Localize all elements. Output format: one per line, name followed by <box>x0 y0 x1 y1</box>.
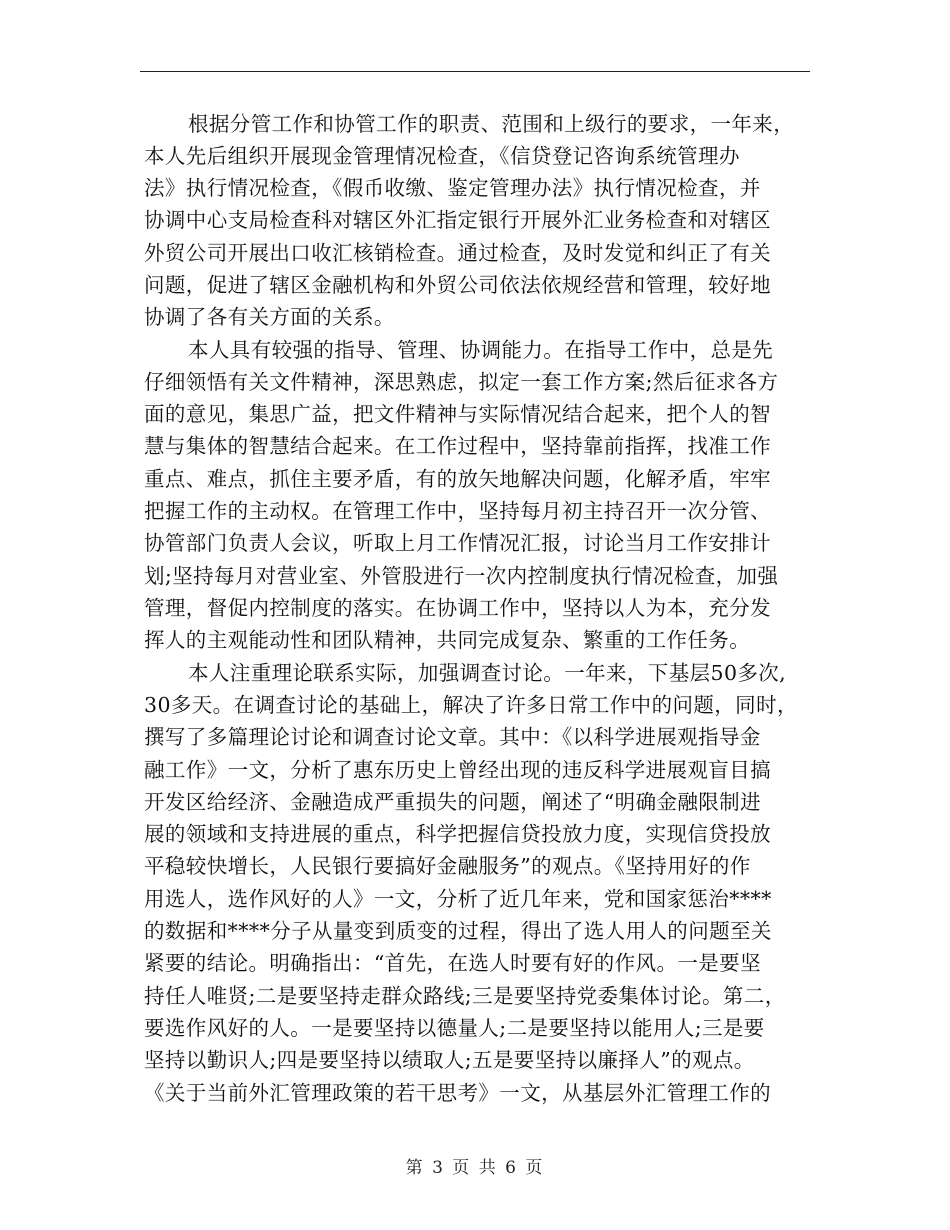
text-line: 本人注重理论联系实际，加强调查讨论。一年来，下基层50多次, <box>188 661 787 685</box>
text-line: 持任人唯贤;二是要坚持走群众路线;三是要坚持党委集体讨论。第二， <box>144 984 786 1008</box>
text-line: 协管部门负责人会议，听取上月工作情况汇报，讨论当月工作安排计 <box>144 531 771 555</box>
text-line: 融工作》一文，分析了惠东历史上曾经出现的违反科学进展观盲目搞 <box>144 758 771 782</box>
text-line: 坚持以勤识人;四是要坚持以绩取人;五是要坚持以廉择人”的观点。 <box>144 1048 755 1072</box>
text-line: 法》执行情况检查，《假币收缴、鉴定管理办法》执行情况检查，并 <box>144 176 761 200</box>
text-line: 划;坚持每月对营业室、外管股进行一次内控制度执行情况检查，加强 <box>144 564 779 588</box>
text-line: 根据分管工作和协管工作的职责、范围和上级行的要求，一年来， <box>188 112 795 136</box>
page-number: 第 3 页 共 6 页 <box>405 1158 545 1178</box>
text-line: 问题，促进了辖区金融机构和外贸公司依法依规经营和管理，较好地 <box>144 273 771 297</box>
text-line: 要选作风好的人。一是要坚持以德量人;二是要坚持以能用人;三是要 <box>144 1016 765 1040</box>
text-line: 协调了各有关方面的关系。 <box>144 305 395 329</box>
text-line: 《关于当前外汇管理政策的若干思考》一文，从基层外汇管理工作的 <box>144 1081 771 1105</box>
text-line: 把握工作的主动权。在管理工作中，坚持每月初主持召开一次分管、 <box>144 499 771 523</box>
text-line: 本人具有较强的指导、管理、协调能力。在指导工作中，总是先 <box>188 338 774 362</box>
text-line: 30多天。在调查讨论的基础上，解决了许多日常工作中的问题，同时， <box>144 693 798 717</box>
text-line: 本人先后组织开展现金管理情况检查，《信贷登记咨询系统管理办 <box>144 144 740 168</box>
text-line: 面的意见，集思广益，把文件精神与实际情况结合起来，把个人的智 <box>144 402 771 426</box>
text-line: 撰写了多篇理论讨论和调查讨论文章。其中：《以科学进展观指导金 <box>144 725 761 749</box>
text-line: 仔细领悟有关文件精神，深思熟虑，拟定一套工作方案;然后征求各方 <box>144 370 779 394</box>
text-line: 开发区给经济、金融造成严重损失的问题，阐述了“明确金融限制进 <box>144 790 761 814</box>
text-line: 展的领域和支持进展的重点，科学把握信贷投放力度，实现信贷投放 <box>144 822 771 846</box>
text-line: 紧要的结论。明确指出：“首先，在选人时要有好的作风。一是要坚 <box>144 951 761 975</box>
text-line: 平稳较快增长，人民银行要搞好金融服务”的观点。《坚持用好的作 <box>144 854 751 878</box>
text-line: 用选人，选作风好的人》一文，分析了近几年来，党和国家惩治**** <box>144 887 772 911</box>
text-line: 协调中心支局检查科对辖区外汇指定银行开展外汇业务检查和对辖区 <box>144 208 771 232</box>
text-line: 外贸公司开展出口收汇核销检查。通过检查，及时发觉和纠正了有关 <box>144 241 771 265</box>
text-line: 重点、难点，抓住主要矛盾，有的放矢地解决问题，化解矛盾，牢牢 <box>144 467 771 491</box>
text-line: 慧与集体的智慧结合起来。在工作过程中，坚持靠前指挥，找准工作 <box>144 434 771 458</box>
text-line: 的数据和****分子从量变到质变的过程，得出了选人用人的问题至关 <box>144 919 772 943</box>
text-line: 管理，督促内控制度的落实。在协调工作中，坚持以人为本，充分发 <box>144 596 771 620</box>
text-line: 挥人的主观能动性和团队精神，共同完成复杂、繁重的工作任务。 <box>144 628 751 652</box>
